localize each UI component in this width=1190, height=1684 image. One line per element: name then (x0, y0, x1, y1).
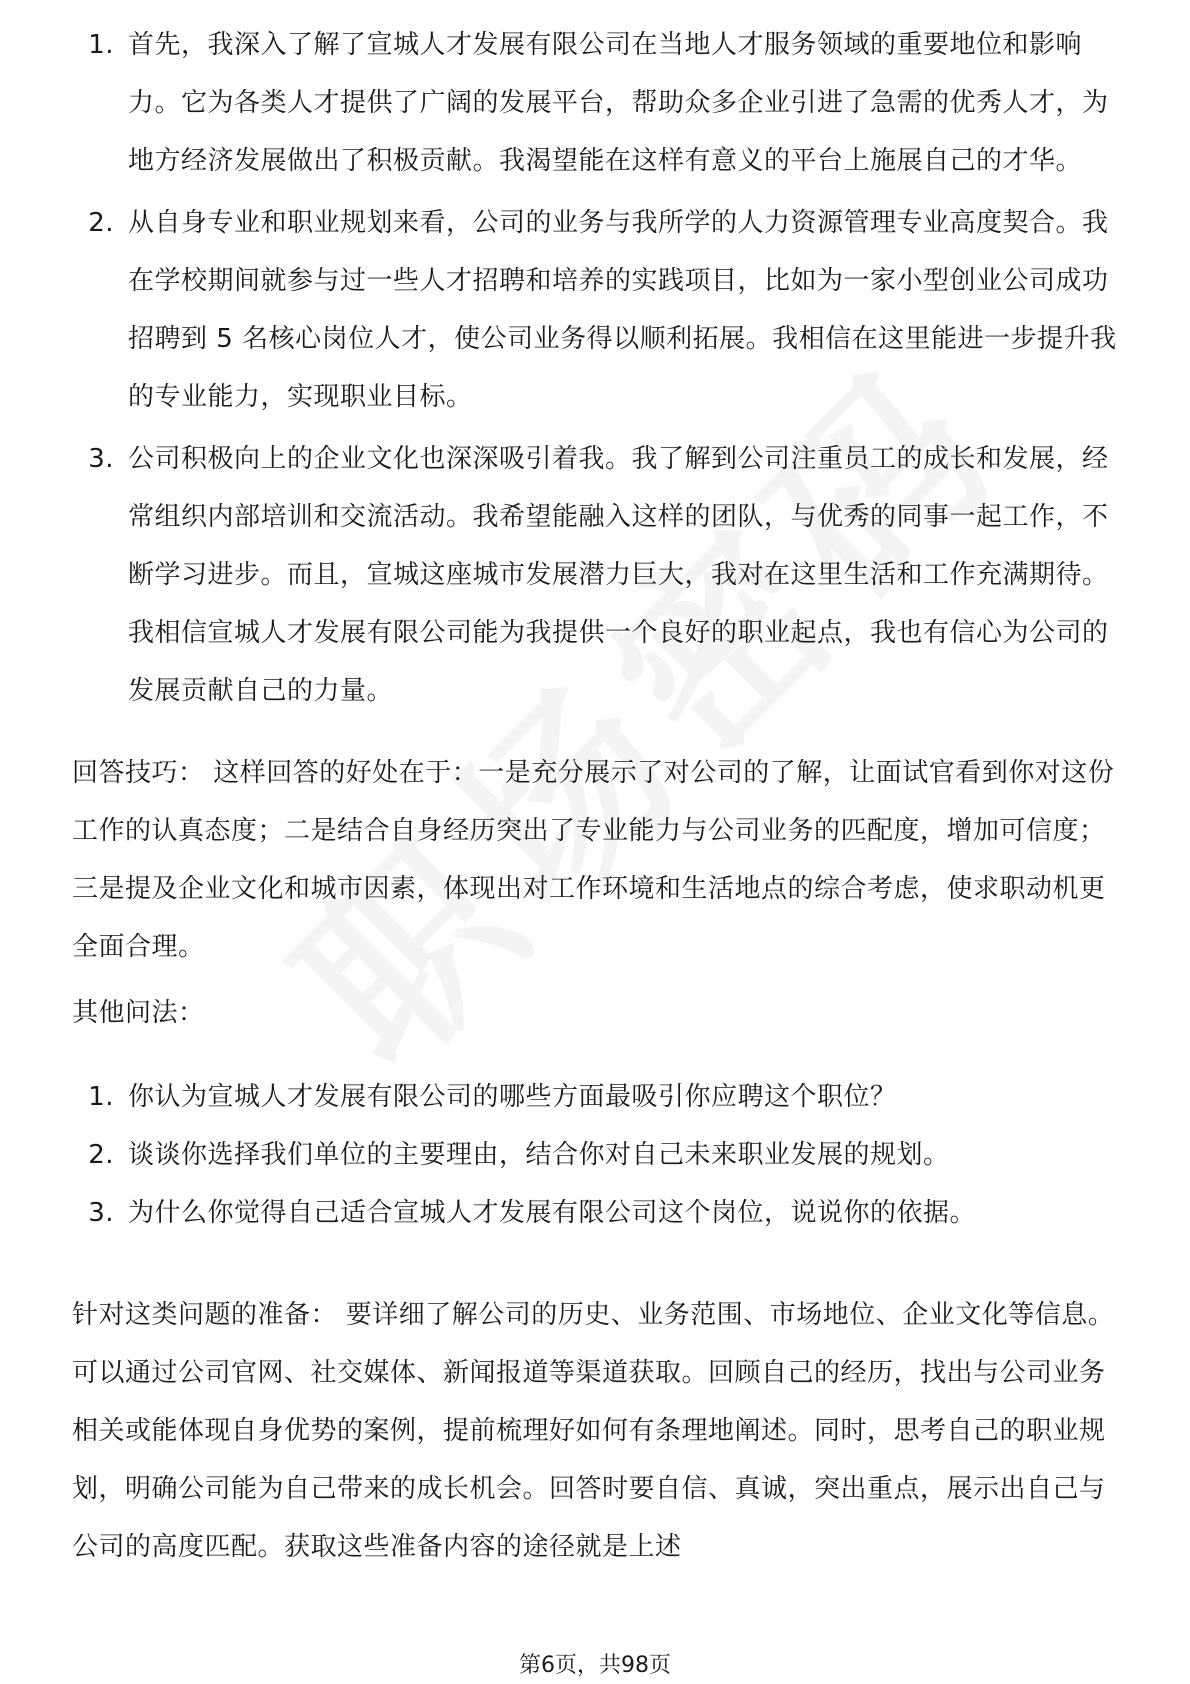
list-item-number: 1. (88, 30, 114, 60)
other-questions-list (78, 1068, 1118, 1242)
list-item-text: 公司积极向上的企业文化也深深吸引着我。我了解到公司注重员工的成长和发展，经常组织内部培训和交流活动。我希望能融入这样的团队，与优秀的同事一起工作，不断学习进步。而且，宣城这座城市发展潜力巨大，我对在这里生活和工作充满期待。我相信宣城人才发展有限公司能为我提供一个良好的职业起点，我也有信心为公司的发展贡献自己的力量。 (128, 444, 1109, 706)
page-number-footer: 第6页，共98页 (519, 1653, 671, 1678)
list-item-number: 2. (88, 1140, 114, 1170)
list-item (78, 194, 1118, 426)
list-item-text: 你认为宣城人才发展有限公司的哪些方面最吸引你应聘这个职位？ (128, 1082, 897, 1112)
list-item-number: 2. (88, 208, 114, 238)
list-item-number: 1. (88, 1082, 114, 1112)
other-questions-heading: 其他问法： (72, 998, 205, 1028)
list-item-text: 首先，我深入了解了宣城人才发展有限公司在当地人才服务领域的重要地位和影响力。它为各类人才提供了广阔的发展平台，帮助众多企业引进了急需的优秀人才，为地方经济发展做出了积极贡献。我渴望能在这样有意义的平台上施展自己的才华。 (128, 30, 1109, 176)
list-item (78, 1126, 1118, 1184)
list-item (78, 1068, 1118, 1126)
list-item-number: 3. (88, 1198, 114, 1228)
list-item (78, 430, 1118, 720)
list-item-number: 3. (88, 444, 114, 474)
list-item (78, 16, 1118, 190)
list-item-text: 谈谈你选择我们单位的主要理由，结合你对自己未来职业发展的规划。 (128, 1140, 950, 1170)
answer-tips: 回答技巧： 这样回答的好处在于：一是充分展示了对公司的了解，让面试官看到你对这份工作的认真态度；二是结合自身经历突出了专业能力与公司业务的匹配度，增加可信度；三是提及企业文化和城市因素，体现出对工作环境和生活地点的综合考虑，使求职动机更全面合理。 (72, 758, 1115, 962)
list-item-text: 从自身专业和职业规划来看，公司的业务与我所学的人力资源管理专业高度契合。我在学校期间就参与过一些人才招聘和培养的实践项目，比如为一家小型创业公司成功招聘到 5 名核心岗位人才，使公司业务得以顺利拓展。我相信在这里能进一步提升我的专业能力，实现职业目标。 (128, 208, 1117, 412)
answer-list (78, 16, 1118, 720)
preparation-paragraph: 针对这类问题的准备： 要详细了解公司的历史、业务范围、市场地位、企业文化等信息。可以通过公司官网、社交媒体、新闻报道等渠道获取。回顾自己的经历，找出与公司业务相关或能体现自身优势的案例，提前梳理好如何有条理地阐述。同时，思考自己的职业规划，明确公司能为自己带来的成长机会。回答时要自信、真诚，突出重点，展示出自己与公司的高度匹配。获取这些准备内容的途径就是上述 (72, 1300, 1115, 1562)
list-item (78, 1184, 1118, 1242)
list-item-text: 为什么你觉得自己适合宣城人才发展有限公司这个岗位，说说你的依据。 (128, 1198, 977, 1228)
